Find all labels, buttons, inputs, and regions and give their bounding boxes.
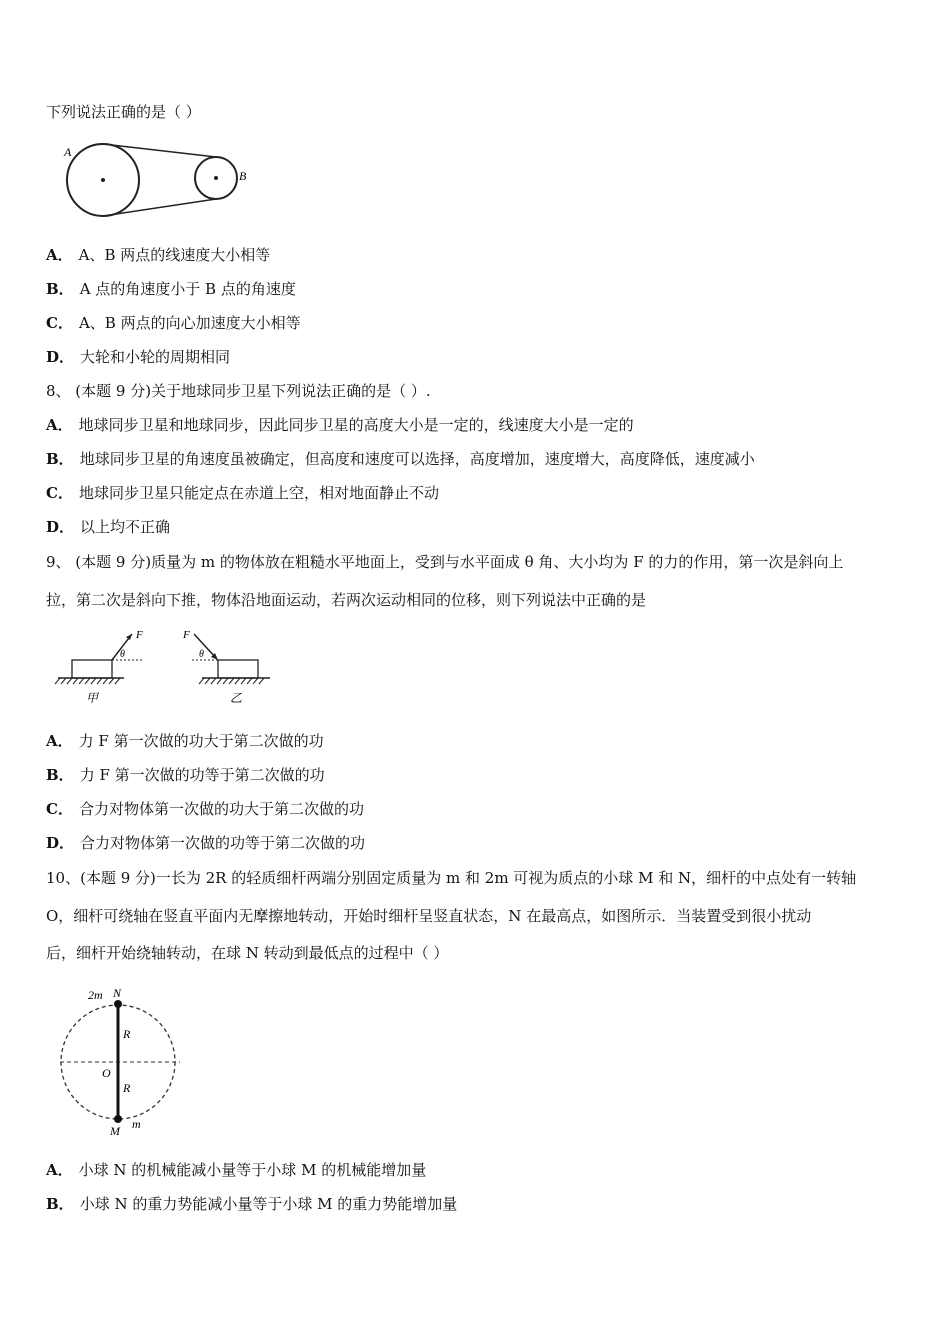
q9-option-c: C． 合力对物体第一次做的功大于第二次做的功 bbox=[46, 800, 364, 818]
q9-option-a: A． 力 F 第一次做的功大于第二次做的功 bbox=[46, 732, 324, 750]
q10-rod-figure bbox=[56, 980, 196, 1140]
q8-option-a: A． 地球同步卫星和地球同步，因此同步卫星的高度大小是一定的，线速度大小是一定的 bbox=[46, 416, 634, 434]
q9-stem-line1: 9、 (本题 9 分)质量为 m 的物体放在粗糙水平地面上，受到与水平面成 θ 角、大小均为 F 的力的作用，第一次是斜向上 bbox=[46, 553, 844, 571]
ball-m bbox=[114, 1115, 122, 1123]
q9-option-d: D． 合力对物体第一次做的功等于第二次做的功 bbox=[46, 834, 366, 852]
block-right bbox=[218, 660, 258, 678]
top-mass-label: 2m bbox=[88, 988, 103, 1002]
top-ball-label: N bbox=[113, 986, 122, 1000]
q10-stem-line3: 后，细杆开始绕轴转动，在球 N 转动到最低点的过程中（ ） bbox=[46, 944, 449, 962]
caption-right: 乙 bbox=[230, 691, 243, 705]
belt-top bbox=[103, 144, 216, 157]
radius-lower-label: R bbox=[123, 1081, 131, 1095]
q8-stem: 8、 (本题 9 分)关于地球同步卫星下列说法正确的是（ ）. bbox=[46, 382, 431, 400]
q8-option-b: B． 地球同步卫星的角速度虽被确定，但高度和速度可以选择，高度增加，速度增大，高度降低，速度减小 bbox=[46, 450, 755, 468]
radius-upper-label: R bbox=[123, 1027, 131, 1041]
bottom-ball-label: M bbox=[110, 1124, 120, 1138]
q7-option-a: A． A、B 两点的线速度大小相等 bbox=[46, 246, 271, 264]
caption-left: 甲 bbox=[86, 691, 99, 705]
bottom-mass-label: m bbox=[132, 1117, 141, 1131]
block-left bbox=[72, 660, 112, 678]
q9-option-b: B． 力 F 第一次做的功等于第二次做的功 bbox=[46, 766, 325, 784]
q7-stem: 下列说法正确的是（ ） bbox=[46, 103, 201, 121]
center-label: O bbox=[102, 1066, 111, 1080]
force-label-left: F bbox=[136, 629, 143, 641]
force-label-right: F bbox=[183, 629, 190, 641]
ball-n bbox=[114, 1000, 122, 1008]
q10-option-b: B． 小球 N 的重力势能减小量等于小球 M 的重力势能增加量 bbox=[46, 1195, 458, 1213]
q7-option-c: C． A、B 两点的向心加速度大小相等 bbox=[46, 314, 301, 332]
q10-stem-line2: O，细杆可绕轴在竖直平面内无摩擦地转动，开始时细杆呈竖直状态，N 在最高点，如图所示．当装置受到很小扰动 bbox=[46, 907, 812, 925]
point-b-label: B bbox=[239, 169, 247, 183]
belt-bottom bbox=[103, 199, 216, 216]
q7-option-b: B． A 点的角速度小于 B 点的角速度 bbox=[46, 280, 296, 298]
angle-label-right: θ bbox=[199, 649, 204, 660]
q9-stem-line2: 拉，第二次是斜向下推，物体沿地面运动，若两次运动相同的位移，则下列说法中正确的是 bbox=[46, 591, 647, 609]
q8-option-c: C． 地球同步卫星只能定点在赤道上空，相对地面静止不动 bbox=[46, 484, 439, 502]
q8-option-d: D． 以上均不正确 bbox=[46, 518, 171, 536]
angle-label-left: θ bbox=[120, 649, 125, 660]
q7-option-d: D． 大轮和小轮的周期相同 bbox=[46, 348, 231, 366]
point-a-label: A bbox=[64, 145, 72, 159]
q10-stem-line1: 10、(本题 9 分)一长为 2R 的轻质细杆两端分别固定质量为 m 和 2m 可视为质点的小球 M 和 N，细杆的中点处有一转轴 bbox=[46, 869, 857, 887]
q9-force-figure bbox=[52, 626, 282, 712]
q7-pulley-figure bbox=[56, 138, 256, 222]
q10-option-a: A． 小球 N 的机械能减小量等于小球 M 的机械能增加量 bbox=[46, 1161, 427, 1179]
